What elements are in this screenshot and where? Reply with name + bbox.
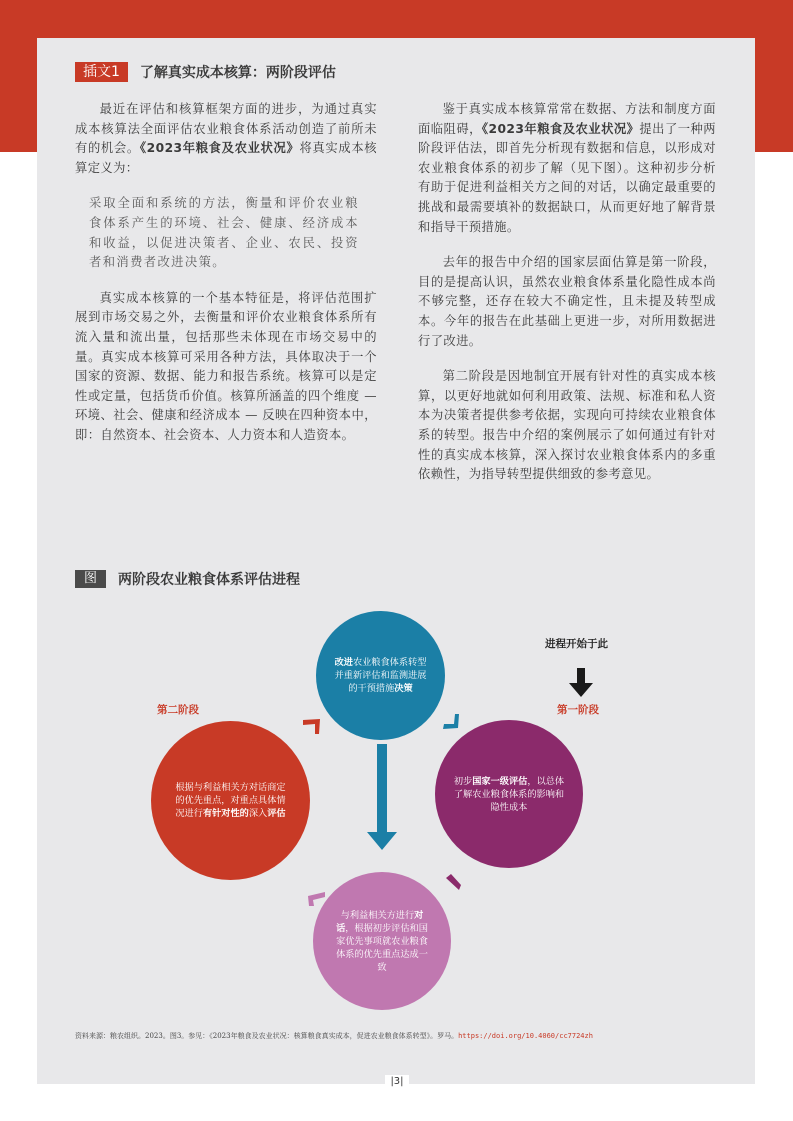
source-note (75, 1031, 593, 1041)
circle-targeted-text (172, 781, 290, 820)
circle-text: 农业粮食体系转型并重新评估和监测进展的干预措施 (334, 657, 427, 694)
right-p1-text-end: 提出了一种两阶段评估法，即首先分析现有数据和信息，以形成对农业粮食体系的初步了解（见下图）。这种初步分析有助于促进利益相关方之间的对话，以确定最重要的挑战和最需要填补的数据缺口，从而更好地了解背景和指导干预措施。 (418, 121, 716, 234)
bold-word: 决策 (394, 683, 413, 694)
circle-text: 与利益相关方进行 (340, 909, 415, 921)
chevron-red-icon (303, 719, 320, 734)
bold-word: 国家一级评估 (472, 775, 528, 787)
circle-initial-text (453, 775, 565, 814)
circle-targeted-assessment (151, 721, 310, 880)
bold-word: 对话 (336, 909, 424, 934)
box-panel (37, 38, 755, 1084)
start-label: 进程开始于此 (545, 638, 608, 650)
box-tag: 插文1 (75, 62, 128, 82)
left-p1-text-end: 将真实成本核算定义为： (75, 141, 377, 175)
definition-quote: 采取全面和系统的方法，衡量和评价农业粮食体系产生的环境、社会、健康、经济成本和收益，以促进决策者、企业、农民、投资者和消费者改进决策。 (89, 196, 359, 270)
circle-dialogue (313, 872, 451, 1010)
circle-text: 根据与利益相关方对话商定的优先重点，对重点具体情况进行 (175, 782, 286, 819)
circle-decision-text (335, 656, 427, 695)
circle-text: 初步 (453, 775, 473, 787)
report-title-ref: 《2023年粮食及农业状况》 (139, 141, 300, 156)
stage-1-label: 第一阶段 (557, 704, 599, 716)
figure-title: 两阶段农业粮食体系评估进程 (118, 572, 301, 588)
center-down-arrow (367, 744, 397, 850)
left-p1-text: 最近在评估和核算框架方面的进步，为通过真实成本核算法全面评估农业粮食体系活动创造了前所未有的机会。 (75, 102, 377, 156)
start-down-arrow-icon (569, 668, 593, 697)
right-paragraph-3: 第二阶段是因地制宜开展有针对性的真实成本核算，以更好地就如何利用政策、法规、标准和私人资本为决策者提供参考依据，实现向可持续农业粮食体系的转型。报告中介绍的案例展示了如何通过有针对性的真实成本核算，深入探讨农业粮食体系内的多重依赖性，为指导转型提供细致的参考意见。 (418, 369, 716, 482)
bold-word: 改进 (334, 657, 353, 668)
chevron-purple-icon (446, 874, 461, 890)
box-title: 了解真实成本核算：两阶段评估 (139, 65, 336, 81)
right-p1-text: 鉴于真实成本核算常常在数据、方法和制度方面面临阻碍， (418, 102, 716, 136)
circle-initial-assessment (435, 720, 583, 868)
report-title-ref: 《2023年粮食及农业状况》 (481, 121, 640, 136)
circle-text: ，以总体了解农业粮食体系的影响和隐性成本 (453, 775, 565, 813)
figure-tag: 图 (75, 570, 106, 588)
chevron-blue-icon (443, 714, 459, 729)
circle-text: ，根据初步评估和国家优先事项就农业粮食体系的优先重点达成一致 (336, 922, 428, 973)
source-text: 资料来源：粮农组织。2023。图3。参见：《2023年粮食及农业状况：核算粮食真实成本，促进农业粮食体系转型》。罗马。 (75, 1032, 459, 1040)
page-number: |3| (385, 1075, 409, 1089)
bold-word: 有针对性的 (202, 808, 249, 819)
left-paragraph-2: 真实成本核算的一个基本特征是，将评估范围扩展到市场交易之外，去衡量和评价农业粮食体系所有流入量和流出量，包括那些未体现在市场交易中的量。真实成本核算可采用各种方法，具体取决于一个国家的资源、数据、能力和报告系统。核算可以是定性或定量，包括货币价值。核算所涵盖的四个维度 — 环境、社会、健康和经济成本 — 反映在四种资本中，即：自然资本、社会资本、人力资本和人造资本。 (75, 290, 377, 442)
right-paragraph-2: 去年的报告中介绍的国家层面估算是第一阶段，目的是提高认识，虽然农业粮食体系量化隐性成本尚不够完整，还存在较大不确定性，且未提及转型成本。今年的报告在此基础上更进一步，对所用数据进行了改进。 (418, 255, 716, 348)
circle-decision (316, 611, 445, 740)
circle-text: 深入 (248, 808, 268, 819)
circle-dialogue-text (333, 909, 431, 974)
bold-word: 评估 (267, 808, 286, 819)
stage-2-label: 第二阶段 (157, 704, 199, 716)
source-link[interactable]: https://doi.org/10.4060/cc7724zh (458, 1032, 593, 1040)
